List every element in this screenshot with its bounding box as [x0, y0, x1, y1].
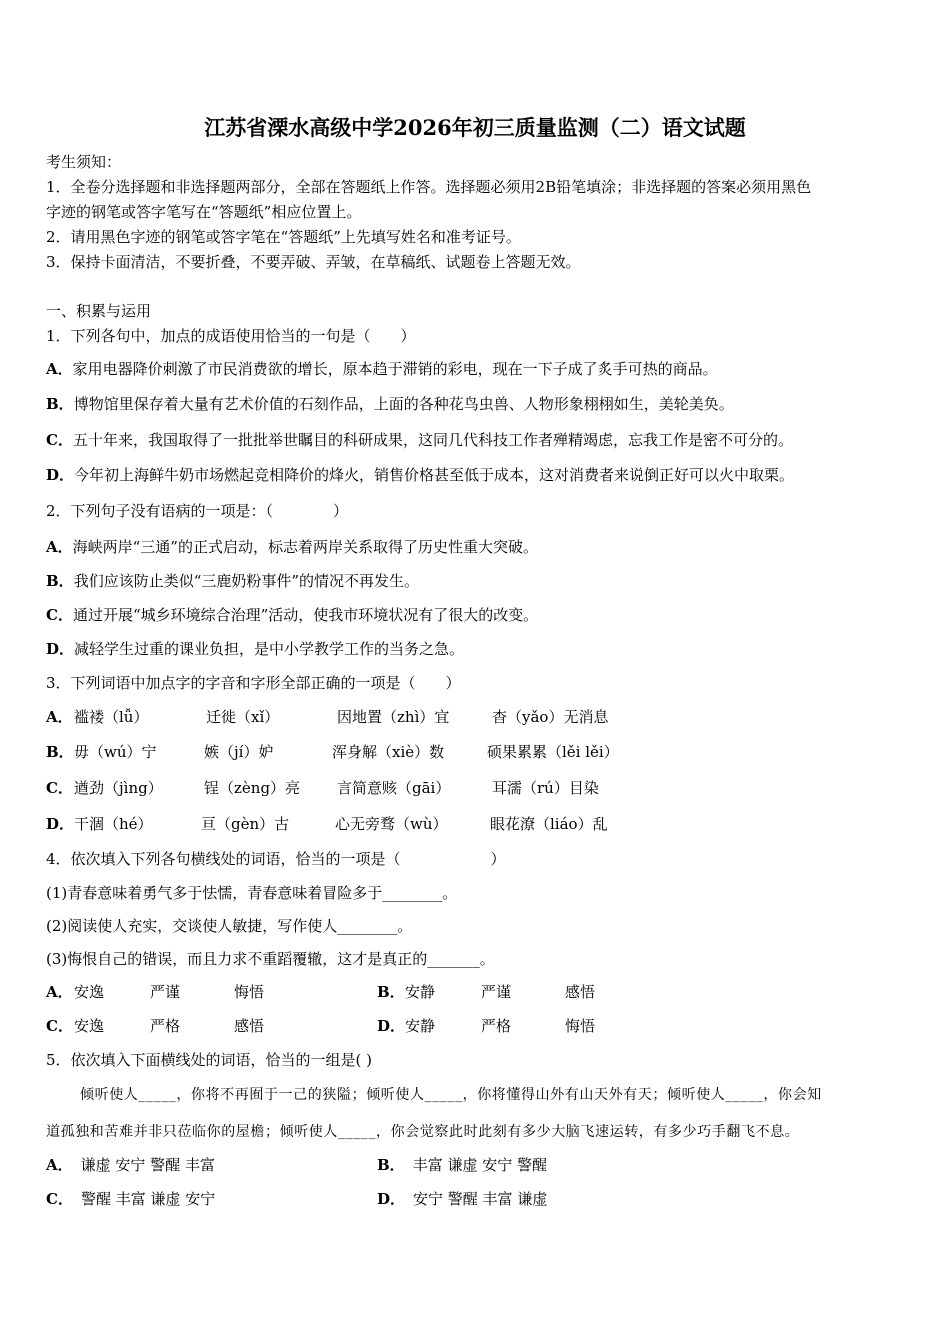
q3-item: 心无旁骛（wù） — [335, 815, 448, 833]
q3-item: 锃（zèng）亮 — [204, 779, 301, 797]
q4-word: 严格 — [481, 1017, 512, 1035]
notice-line-4: 3．保持卡面清洁，不要折叠，不要弄破、弄皱，在草稿纸、试题卷上答题无效。 — [46, 253, 581, 271]
q3-item: 杳（yǎo）无消息 — [492, 708, 609, 726]
option-label: A． — [46, 1156, 73, 1174]
q3-stem: 3．下列词语中加点字的字音和字形全部正确的一项是（ ） — [46, 674, 461, 692]
option-label: B． — [46, 743, 74, 761]
q4-stem: 4．依次填入下列各句横线处的词语，恰当的一项是（ ） — [46, 850, 506, 868]
option-label: A． — [46, 360, 73, 378]
q4-sentence-2: (2)阅读使人充实，交谈使人敏捷，写作使人________。 — [46, 917, 413, 935]
q5-option-b — [377, 1155, 547, 1175]
option-label: B． — [46, 572, 74, 590]
notice-line-3: 2．请用黑色字迹的钢笔或答字笔在“答题纸”上先填写姓名和准考证号。 — [46, 228, 521, 246]
q3-item: 耳濡（rú）目染 — [492, 779, 599, 797]
q2-option-b — [46, 571, 906, 591]
q4-word: 悔悟 — [565, 1017, 596, 1035]
option-text: 丰富 谦虚 安宁 警醒 — [412, 1156, 547, 1174]
q1-option-a — [46, 359, 906, 379]
q4-word: 严谨 — [481, 983, 512, 1001]
q1-option-d — [46, 465, 906, 485]
q2-stem: 2．下列句子没有语病的一项是：（ ） — [46, 502, 349, 520]
section-heading: 一、积累与运用 — [46, 302, 152, 320]
q3-item: 干涸（hé） — [74, 815, 153, 833]
option-text: 安宁 警醒 丰富 谦虚 — [413, 1190, 548, 1208]
option-label: A． — [46, 708, 73, 726]
q4-word: 感悟 — [234, 1017, 265, 1035]
option-label: C． — [46, 779, 73, 797]
option-label: D． — [46, 815, 75, 833]
notice-heading: 考生须知： — [46, 153, 122, 171]
option-label: C． — [46, 606, 73, 624]
q4-sentence-3: (3)悔恨自己的错误，而且力求不重蹈覆辙，这才是真正的_______。 — [46, 950, 495, 968]
q3-item: 遒劲（jìng） — [74, 779, 163, 797]
q4-word: 感悟 — [565, 983, 596, 1001]
option-label: D． — [46, 466, 75, 484]
option-text: 海峡两岸“三通”的正式启动，标志着两岸关系取得了历史性重大突破。 — [72, 538, 538, 556]
q1-option-b — [46, 394, 906, 414]
q5-option-c — [46, 1189, 215, 1209]
q5-stem — [46, 1050, 906, 1070]
option-label: D． — [377, 1190, 406, 1208]
q4-word: 安静 — [405, 1017, 436, 1035]
q3-item: 硕果累累（lěi lěi） — [487, 743, 619, 761]
option-text: 减轻学生过重的课业负担，是中小学教学工作的当务之急。 — [74, 640, 465, 658]
option-text: 我们应该防止类似“三鹿奶粉事件”的情况不再发生。 — [73, 572, 420, 590]
option-text: 博物馆里保存着大量有艺术价值的石刻作品，上面的各种花鸟虫兽、人物形象栩栩如生，美轮美奂。 — [73, 395, 734, 413]
q3-item: 嫉（jí）妒 — [204, 743, 274, 761]
option-label: C． — [46, 1017, 73, 1035]
q3-item: 浑身解（xiè）数 — [332, 743, 445, 761]
q4-word: 安静 — [405, 983, 436, 1001]
option-label: C． — [46, 431, 73, 449]
option-label: D． — [46, 640, 75, 658]
option-label: B． — [377, 983, 405, 1001]
q3-item: 毋（wú）宁 — [74, 743, 157, 761]
q5-passage-line-1: 倾听使人_____，你将不再囿于一己的狭隘；倾听使人_____，你将懂得山外有山天外有天；倾听使人_____，你会知 — [80, 1087, 822, 1103]
option-label: A． — [46, 538, 73, 556]
notice-line-1: 1．全卷分选择题和非选择题两部分，全部在答题纸上作答。选择题必须用2B铅笔填涂；非选择题的答案必须用黑色 — [46, 178, 812, 196]
q5-option-d — [377, 1189, 547, 1209]
q4-word: 严谨 — [150, 983, 181, 1001]
option-label: B． — [46, 395, 74, 413]
option-label: A． — [46, 983, 73, 1001]
option-text: 今年初上海鲜牛奶市场燃起竞相降价的烽火，销售价格甚至低于成本，这对消费者来说倒正好可以火中取栗。 — [74, 466, 795, 484]
q2-option-c — [46, 605, 906, 625]
q5-passage-line-2: 道孤独和苦难并非只莅临你的屋檐；倾听使人_____，你会觉察此时此刻有多少大脑飞速运转，有多少巧手翻飞不息。 — [46, 1124, 800, 1140]
q3-item: 因地置（zhì）宜 — [337, 708, 450, 726]
q4-word: 悔悟 — [234, 983, 265, 1001]
q1-option-c — [46, 430, 906, 450]
option-label: B． — [377, 1156, 405, 1174]
option-text: 警醒 丰富 谦虚 安宁 — [80, 1190, 216, 1208]
q3-item: 言简意赅（gāi） — [337, 779, 451, 797]
q3-item: 亘（gèn）古 — [201, 815, 290, 833]
q2-option-a — [46, 537, 906, 557]
q1-stem: 1．下列各句中，加点的成语使用恰当的一句是（ ） — [46, 327, 416, 345]
page-title: 江苏省溧水高级中学2026年初三质量监测（二）语文试题 — [204, 115, 746, 140]
q4-word: 安逸 — [74, 983, 105, 1001]
option-text: 通过开展“城乡环境综合治理”活动，使我市环境状况有了很大的改变。 — [72, 606, 539, 624]
q2-option-d — [46, 639, 906, 659]
option-label: C． — [46, 1190, 73, 1208]
q5-option-a — [46, 1155, 215, 1175]
q4-sentence-1: (1)青春意味着勇气多于怯懦，青春意味着冒险多于________。 — [46, 884, 458, 902]
q3-item: 迁徙（xǐ） — [206, 708, 280, 726]
option-text: 五十年来，我国取得了一批批举世瞩目的科研成果，这同几代科技工作者殚精竭虑，忘我工作是密不可分的。 — [72, 431, 793, 449]
option-label: D． — [377, 1017, 406, 1035]
q4-word: 严格 — [150, 1017, 181, 1035]
q5-stem-text: 5．依次填入下面横线处的词语，恰当的一组是( ) — [46, 1051, 373, 1069]
q3-item: 褴褛（lǚ） — [74, 708, 149, 726]
option-text: 谦虚 安宁 警醒 丰富 — [80, 1156, 215, 1174]
q4-word: 安逸 — [74, 1017, 105, 1035]
q3-item: 眼花潦（liáo）乱 — [490, 815, 608, 833]
option-text: 家用电器降价刺激了市民消费欲的增长，原本趋于滞销的彩电，现在一下子成了炙手可热的商品。 — [72, 360, 718, 378]
notice-line-2: 字迹的钢笔或答字笔写在“答题纸”相应位置上。 — [46, 203, 362, 221]
